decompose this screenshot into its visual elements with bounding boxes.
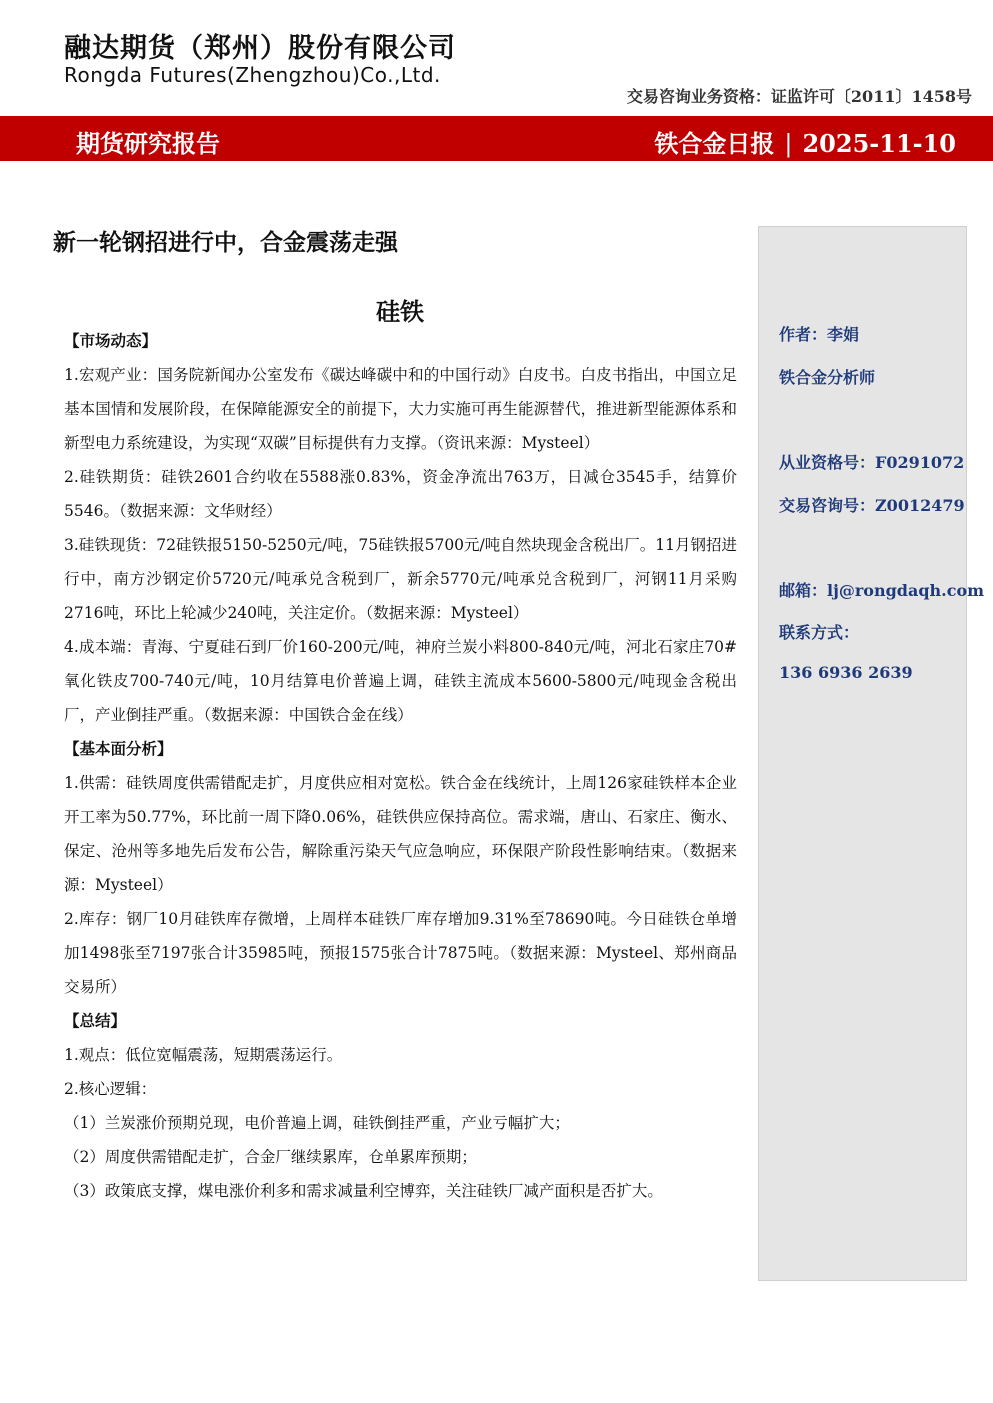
contact-label: 联系方式： xyxy=(779,623,860,642)
company-name-en: Rongda Futures(Zhengzhou)Co.,Ltd. xyxy=(64,63,441,87)
paragraph: （3）政策底支撑，煤电涨价利多和需求减量利空博弈，关注硅铁厂减产面积是否扩大。 xyxy=(64,1182,663,1200)
section-heading-fundamentals: 【基本面分析】 xyxy=(64,740,173,758)
email: 邮箱：lj@rongdaqh.com xyxy=(779,581,985,600)
report-body xyxy=(64,324,737,1208)
report-banner xyxy=(0,116,993,161)
author-name: 作者：李娟 xyxy=(779,325,860,344)
phone-number: 136 6936 2639 xyxy=(779,663,913,682)
paragraph: （2）周度供需错配走扩，合金厂继续累库，仓单累库预期； xyxy=(64,1148,477,1166)
paragraph: 2.核心逻辑： xyxy=(64,1080,157,1098)
paragraph: 1.观点：低位宽幅震荡，短期震荡运行。 xyxy=(64,1046,343,1064)
report-name: 铁合金日报 xyxy=(654,129,775,158)
section-heading-summary: 【总结】 xyxy=(64,1012,127,1030)
title-separator: | xyxy=(784,130,793,158)
paragraph: 2.硅铁期货：硅铁2601合约收在5588涨0.83%，资金净流出763万，日减仓3545手，结算价5546。（数据来源：文华财经） xyxy=(64,468,737,520)
author-sidebar xyxy=(758,226,985,1281)
consult-number: 交易咨询号：Z0012479 xyxy=(779,496,965,515)
paragraph: 2.库存：钢厂10月硅铁库存微增，上周样本硅铁厂库存增加9.31%至78690吨。今日硅铁仓单增加1498张至7197张合计35985吨，预报1575张合计7875吨。（数据来源：Mysteel、郑州商品交易所） xyxy=(64,910,737,996)
report-type: 期货研究报告 xyxy=(76,130,220,158)
headline: 新一轮钢招进行中，合金震荡走强 xyxy=(53,230,398,256)
section-heading-market: 【市场动态】 xyxy=(64,332,158,350)
paragraph: 1.供需：硅铁周度供需错配走扩，月度供应相对宽松。铁合金在线统计，上周126家硅铁样本企业开工率为50.77%，环比前一周下降0.06%，硅铁供应保持高位。需求端，唐山、石家庄、衡水、保定、沧州等多地先后发布公告，解除重污染天气应急响应，环保限产阶段性影响结束。（数据来源：Mysteel） xyxy=(64,774,737,894)
license-text: 交易咨询业务资格：证监许可〔2011〕1458号 xyxy=(626,87,972,106)
author-role: 铁合金分析师 xyxy=(779,368,876,387)
paragraph: 4.成本端：青海、宁夏硅石到厂价160-200元/吨，神府兰炭小料800-840元/吨，河北石家庄70#氧化铁皮700-740元/吨，10月结算电价普遍上调，硅铁主流成本5600-5800元/吨现金含税出厂，产业倒挂严重。（数据来源：中国铁合金在线） xyxy=(64,638,737,724)
report-date: 2025-11-10 xyxy=(802,129,956,158)
company-name-cn: 融达期货（郑州）股份有限公司 xyxy=(64,33,456,64)
product-title: 硅铁 xyxy=(376,298,424,326)
paragraph: 3.硅铁现货：72硅铁报5150-5250元/吨，75硅铁报5700元/吨自然块现金含税出厂。11月钢招进行中，南方沙钢定价5720元/吨承兑含税到厂，新余5770元/吨承兑含税到厂，河钢11月采购2716吨，环比上轮减少240吨，关注定价。（数据来源：Mysteel） xyxy=(64,536,737,622)
report-title-date xyxy=(654,124,956,159)
paragraph: 1.宏观产业：国务院新闻办公室发布《碳达峰碳中和的中国行动》白皮书。白皮书指出，中国立足基本国情和发展阶段，在保障能源安全的前提下，大力实施可再生能源替代，推进新型能源体系和新型电力系统建设，为实现“双碳”目标提供有力支撑。（资讯来源：Mysteel） xyxy=(64,366,737,452)
qualification-number: 从业资格号：F0291072 xyxy=(779,453,965,472)
paragraph: （1）兰炭涨价预期兑现，电价普遍上调，硅铁倒挂严重，产业亏幅扩大； xyxy=(64,1114,570,1132)
